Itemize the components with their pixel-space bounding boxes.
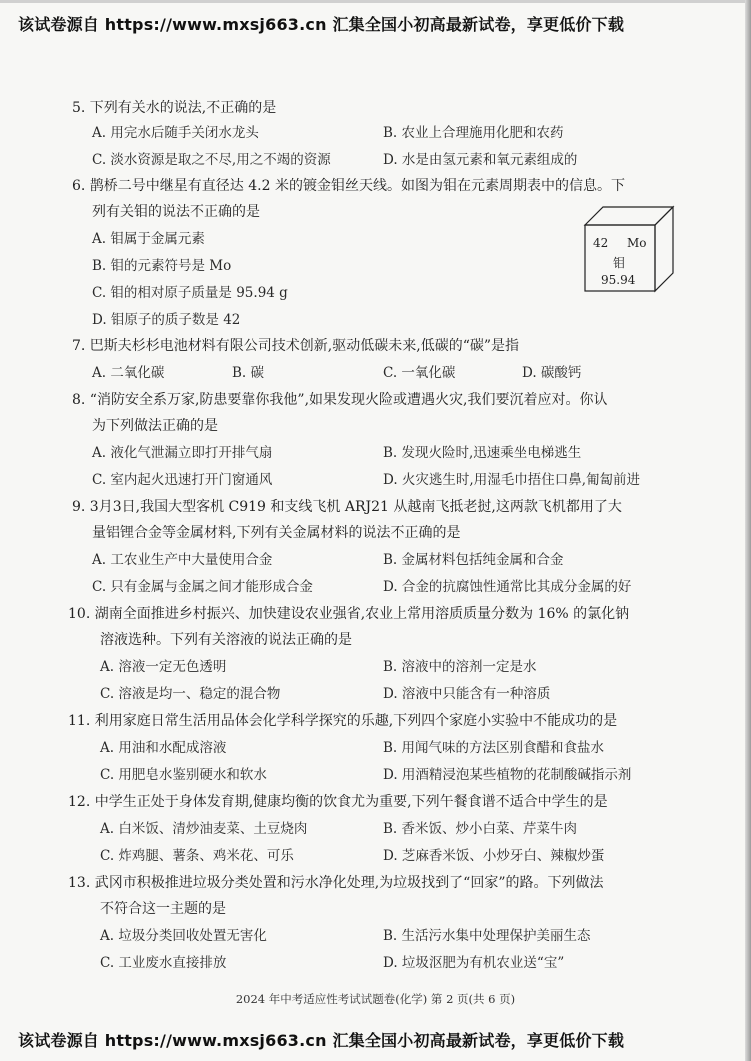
q6-stem-line2: 列有关钼的说法不正确的是 bbox=[92, 204, 260, 220]
q9-option-d: D. 合金的抗腐蚀性通常比其成分金属的好 bbox=[383, 579, 632, 595]
q5-option-b: B. 农业上合理施用化肥和农药 bbox=[383, 125, 564, 141]
element-atomic-number: 42 bbox=[593, 236, 609, 250]
q12-option-b: B. 香米饭、炒小白菜、芹菜牛肉 bbox=[383, 821, 578, 837]
q7-option-a: A. 二氧化碳 bbox=[92, 365, 165, 381]
q5-stem: 5. 下列有关水的说法,不正确的是 bbox=[72, 100, 277, 116]
q11-option-a: A. 用油和水配成溶液 bbox=[100, 740, 227, 756]
q13-option-c: C. 工业废水直接排放 bbox=[100, 955, 227, 971]
q10-option-b: B. 溶液中的溶剂一定是水 bbox=[383, 659, 537, 675]
q8-option-d: D. 火灾逃生时,用湿毛巾捂住口鼻,匍匐前进 bbox=[383, 472, 641, 488]
element-atomic-mass: 95.94 bbox=[601, 273, 636, 287]
q10-option-a: A. 溶液一定无色透明 bbox=[100, 659, 227, 675]
q13-option-d: D. 垃圾沤肥为有机农业送“宝” bbox=[383, 955, 565, 971]
q6-option-c: C. 钼的相对原子质量是 95.94 g bbox=[92, 285, 288, 301]
q9-stem-line1: 9. 3月3日,我国大型客机 C919 和支线飞机 ARJ21 从越南飞抵老挝,这两款飞机都用了大 bbox=[72, 499, 622, 515]
q10-option-d: D. 溶液中只能含有一种溶质 bbox=[383, 686, 551, 702]
q9-option-a: A. 工农业生产中大量使用合金 bbox=[92, 552, 273, 568]
q8-option-b: B. 发现火险时,迅速乘坐电梯逃生 bbox=[383, 445, 582, 461]
q9-option-c: C. 只有金属与金属之间才能形成合金 bbox=[92, 579, 313, 595]
q12-option-a: A. 白米饭、清炒油麦菜、土豆烧肉 bbox=[100, 821, 308, 837]
q11-stem: 11. 利用家庭日常生活用品体会化学科学探究的乐趣,下列四个家庭小实验中不能成功的是 bbox=[68, 713, 618, 729]
q12-option-c: C. 炸鸡腿、薯条、鸡米花、可乐 bbox=[100, 848, 294, 864]
q12-option-d: D. 芝麻香米饭、小炒牙白、辣椒炒蛋 bbox=[383, 848, 605, 864]
q10-stem-line2: 溶液选种。下列有关溶液的说法正确的是 bbox=[100, 632, 352, 648]
q11-option-b: B. 用闻气味的方法区别食醋和食盐水 bbox=[383, 740, 605, 756]
molybdenum-element-card bbox=[583, 203, 675, 293]
q8-option-c: C. 室内起火迅速打开门窗通风 bbox=[92, 472, 273, 488]
q8-stem-line1: 8. “消防安全系万家,防患要靠你我他”,如果发现火险或遭遇火灾,我们要沉着应对。你认 bbox=[72, 392, 608, 408]
q7-option-d: D. 碳酸钙 bbox=[522, 365, 582, 381]
q12-stem: 12. 中学生正处于身体发育期,健康均衡的饮食尤为重要,下列午餐食谱不适合中学生的是 bbox=[68, 794, 608, 810]
element-symbol: Mo bbox=[627, 236, 647, 250]
q6-option-b: B. 钼的元素符号是 Mo bbox=[92, 258, 232, 274]
q6-option-a: A. 钼属于金属元素 bbox=[92, 231, 205, 247]
q7-stem: 7. 巴斯夫杉杉电池材料有限公司技术创新,驱动低碳未来,低碳的“碳”是指 bbox=[72, 338, 520, 354]
page-top-edge bbox=[0, 0, 751, 3]
q10-option-c: C. 溶液是均一、稳定的混合物 bbox=[100, 686, 281, 702]
top-banner: 该试卷源自 https://www.mxsj663.cn 汇集全国小初高最新试卷，享更低价下载 bbox=[18, 15, 625, 34]
q8-option-a: A. 液化气泄漏立即打开排气扇 bbox=[92, 445, 273, 461]
page-right-edge bbox=[745, 0, 751, 1061]
q7-option-c: C. 一氧化碳 bbox=[383, 365, 456, 381]
q13-option-b: B. 生活污水集中处理保护美丽生态 bbox=[383, 928, 591, 944]
q13-option-a: A. 垃圾分类回收处置无害化 bbox=[100, 928, 267, 944]
q7-option-b: B. 碳 bbox=[232, 365, 265, 381]
q13-stem-line1: 13. 武冈市积极推进垃圾分类处置和污水净化处理,为垃圾找到了“回家”的路。下列做法 bbox=[68, 875, 604, 891]
page-footer: 2024 年中考适应性考试试题卷(化学) 第 2 页(共 6 页) bbox=[235, 992, 516, 1006]
q5-option-c: C. 淡水资源是取之不尽,用之不竭的资源 bbox=[92, 152, 331, 168]
element-name: 钼 bbox=[613, 256, 626, 270]
q5-option-a: A. 用完水后随手关闭水龙头 bbox=[92, 125, 259, 141]
q6-option-d: D. 钼原子的质子数是 42 bbox=[92, 312, 241, 328]
q11-option-c: C. 用肥皂水鉴别硬水和软水 bbox=[100, 767, 267, 783]
q6-stem-line1: 6. 鹊桥二号中继星有直径达 4.2 米的镀金钼丝天线。如图为钼在元素周期表中的信息。下 bbox=[72, 178, 625, 194]
q9-stem-line2: 量铝锂合金等金属材料,下列有关金属材料的说法不正确的是 bbox=[92, 525, 461, 541]
q10-stem-line1: 10. 湖南全面推进乡村振兴、加快建设农业强省,农业上常用溶质质量分数为 16% 的氯化钠 bbox=[68, 606, 630, 622]
q8-stem-line2: 为下列做法正确的是 bbox=[92, 418, 218, 434]
q11-option-d: D. 用酒精浸泡某些植物的花制酸碱指示剂 bbox=[383, 767, 632, 783]
q5-option-d: D. 水是由氢元素和氧元素组成的 bbox=[383, 152, 578, 168]
bottom-banner: 该试卷源自 https://www.mxsj663.cn 汇集全国小初高最新试卷，享更低价下载 bbox=[18, 1031, 625, 1050]
q13-stem-line2: 不符合这一主题的是 bbox=[100, 901, 226, 917]
q9-option-b: B. 金属材料包括纯金属和合金 bbox=[383, 552, 564, 568]
